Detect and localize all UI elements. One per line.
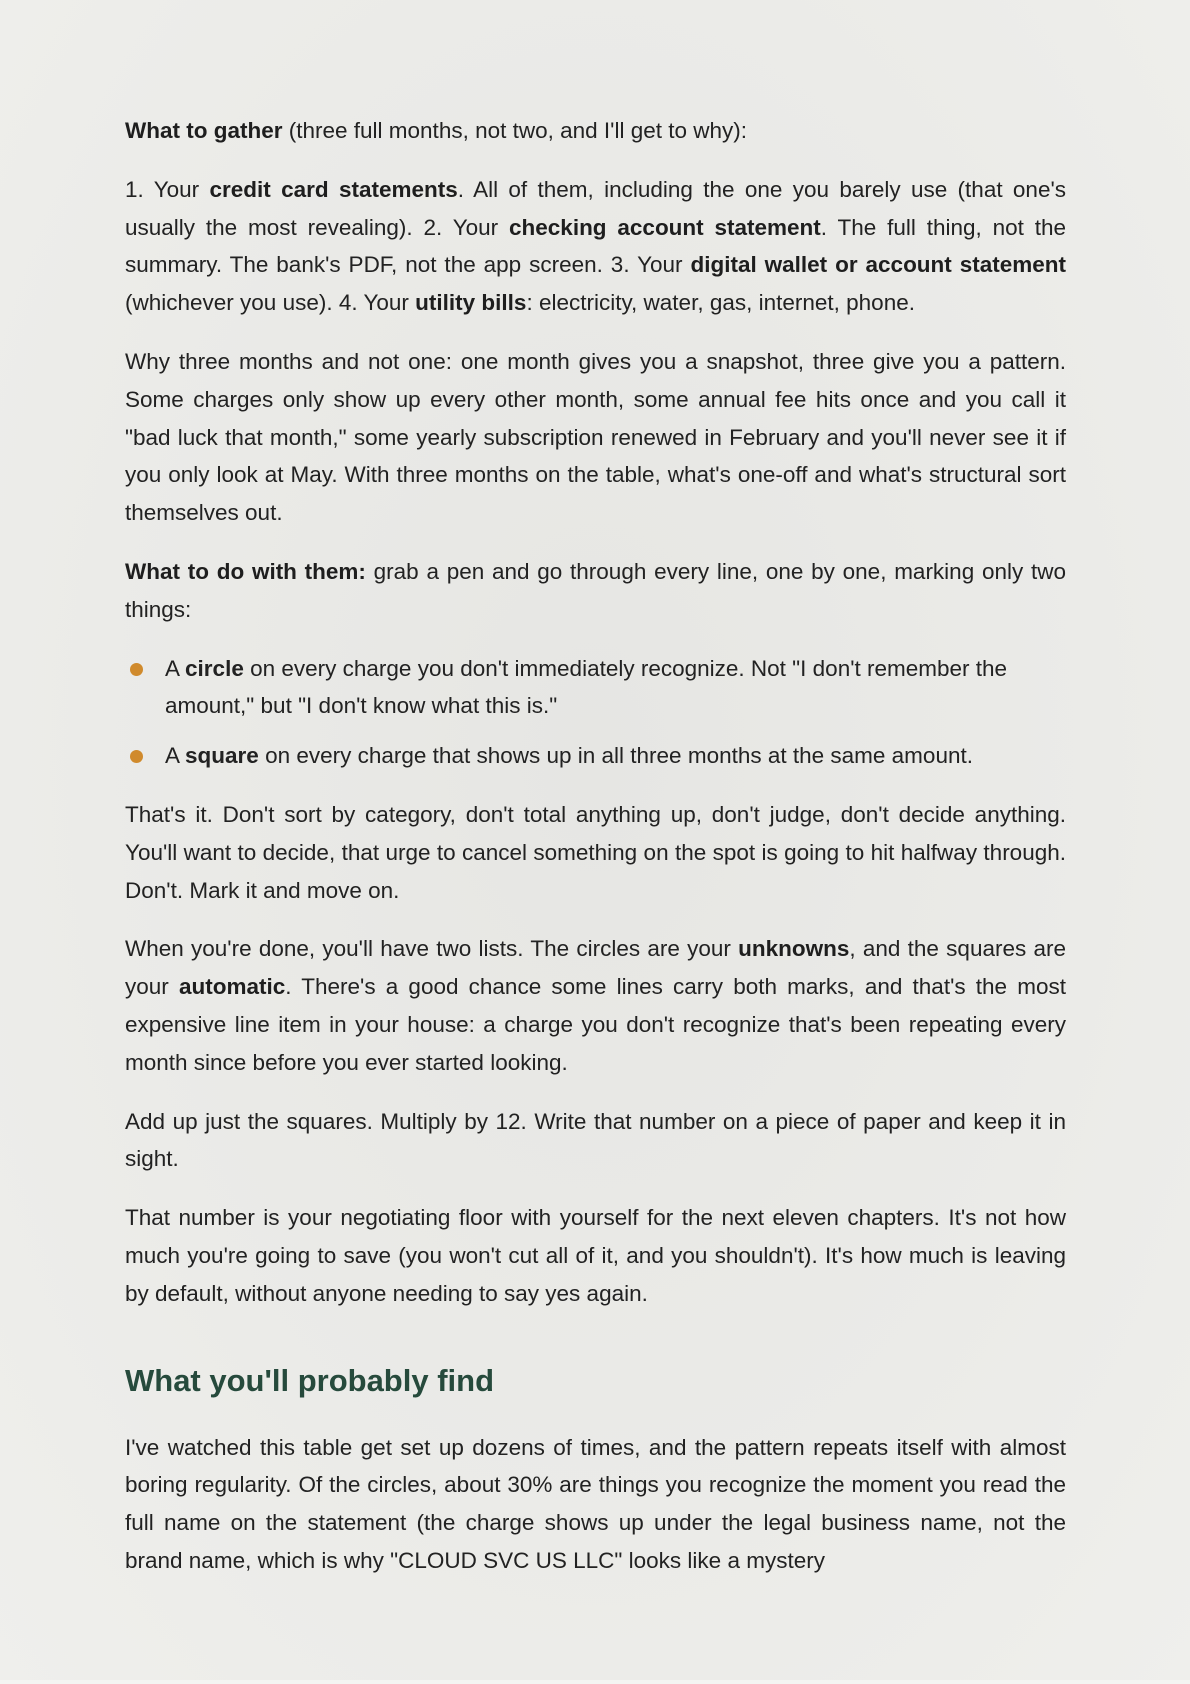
two-lists-text-3: . There's a good chance some lines carry both marks, and that's the most expensive line item in your house: a charge you don't recognize that's been repeating every month since before you ever started looking.	[125, 974, 1066, 1075]
two-lists-text-1: When you're done, you'll have two lists. The circles are your	[125, 936, 739, 962]
two-lists-paragraph	[125, 930, 1066, 1081]
item-checking-account-statement: checking account statement	[509, 214, 821, 240]
items-text-1: 1. Your	[125, 176, 210, 202]
items-text-3: . The full thing, not the summary. The bank's PDF, not the app screen. 3. Your	[125, 214, 1066, 278]
two-lists-text-2: , and the squares are your	[125, 936, 1066, 1000]
bullet-circle-bold: circle	[185, 655, 244, 681]
bullet-dot-icon	[130, 750, 143, 763]
gather-rest: (three full months, not two, and I'll get to why):	[282, 118, 748, 143]
bullet-square-post: on every charge that shows up in all three months at the same amount.	[258, 743, 973, 769]
items-text-5: : electricity, water, gas, internet, phone.	[526, 290, 915, 316]
items-text-4: (whichever you use). 4. Your	[125, 290, 416, 316]
item-digital-wallet-statement: digital wallet or account statement	[690, 252, 1066, 278]
list-item-circle	[125, 650, 1066, 726]
gather-lead: What to gather	[125, 118, 283, 143]
item-utility-bills: utility bills	[415, 290, 527, 316]
marking-list	[125, 650, 1066, 775]
why-three-months-paragraph: Why three months and not one: one month gives you a snapshot, three give you a pattern. Some charges only show up every other month, some annual fee hits once and you call it "bad luck that month," some yearly subscription renewed in February and you'll never see it if you only look at May. With three months on the table, what's one-off and what's structural sort themselves out.	[125, 348, 1066, 526]
todo-paragraph	[125, 553, 1066, 629]
page-bottom-edge	[0, 1680, 1190, 1684]
thats-it-paragraph: That's it. Don't sort by category, don't total anything up, don't judge, don't decide anything. You'll want to decide, that urge to cancel something on the spot is going to hit halfway through. Don't. Mark it and move on.	[125, 801, 1066, 903]
bullet-square-bold: square	[185, 743, 259, 769]
todo-rest: grab a pen and go through every line, one by one, marking only two things:	[125, 558, 1066, 622]
gather-paragraph	[125, 112, 1066, 150]
todo-lead: What to do with them:	[125, 558, 366, 584]
item-credit-card-statements: credit card statements	[209, 176, 458, 202]
bullet-circle-pre: A	[165, 655, 186, 681]
section-heading: What you'll probably find	[125, 1362, 495, 1398]
add-up-paragraph: Add up just the squares. Multiply by 12. Write that number on a piece of paper and keep it in sight.	[125, 1108, 1066, 1172]
items-text-2: . All of them, including the one you barely use (that one's usually the most revealing). 2. Your	[125, 176, 1066, 240]
items-paragraph	[125, 171, 1066, 322]
automatic-term: automatic	[178, 974, 286, 1000]
list-item-square	[125, 737, 1066, 775]
bullet-square-pre: A	[165, 743, 186, 769]
bullet-dot-icon	[130, 663, 143, 676]
find-paragraph: I've watched this table get set up dozens of times, and the pattern repeats itself with almost boring regularity. Of the circles, about 30% are things you recognize the moment you read the full name on the statement (the charge shows up under the legal business name, not the brand name, which is why "CLOUD SVC US LLC" looks like a mystery	[125, 1434, 1066, 1573]
bullet-circle-post: on every charge you don't immediately recognize. Not "I don't remember the amount," but "I don't know what this is."	[165, 655, 1008, 719]
negotiating-floor-paragraph: That number is your negotiating floor with yourself for the next eleven chapters. It's not how much you're going to save (you won't cut all of it, and you shouldn't). It's how much is leaving by default, without anyone needing to say yes again.	[125, 1205, 1066, 1306]
unknowns-term: unknowns	[738, 936, 850, 962]
